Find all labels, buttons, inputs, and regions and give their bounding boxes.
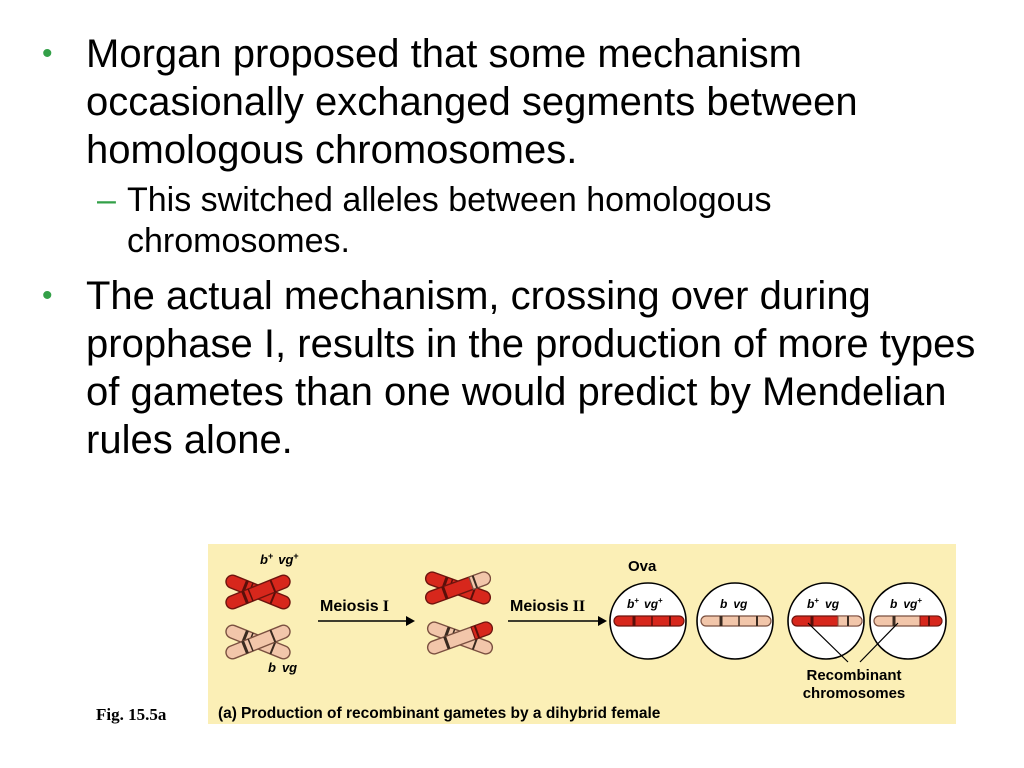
recombination-figure — [208, 544, 956, 724]
bullet-marker: • — [42, 37, 53, 70]
top-allele-label: b+ vg+ — [260, 551, 299, 567]
sub-bullet-item — [97, 180, 1000, 262]
figure-caption: Fig. 15.5a — [96, 705, 167, 724]
bullet-item — [40, 272, 1000, 464]
recombinant-label-line1: Recombinant — [806, 667, 902, 684]
bullet-item — [40, 30, 1000, 174]
svg-text:bvg: b vg — [720, 597, 748, 611]
panel-title: (a) Production of recombinant gametes by a dihybrid female — [218, 705, 661, 722]
parent-red-chromosome — [224, 573, 292, 611]
crossover-chromosome-bottom — [426, 620, 494, 655]
ovum-4-recombinant — [870, 583, 946, 659]
svg-text:b+vg+: b+ vg+ — [627, 596, 663, 611]
crossover-chromosome-top — [424, 570, 492, 605]
bullet-text: Morgan proposed that some mechanism occasionally exchanged segments between homologous chromosomes. — [86, 32, 858, 172]
ovum-1 — [610, 583, 686, 659]
bottom-allele-label: b vg — [268, 660, 298, 675]
bullet-text: The actual mechanism, crossing over during prophase I, results in the production of more types of gametes than one would predict by Mendelian rules alone. — [86, 274, 976, 462]
sub-bullet-marker: – — [97, 181, 116, 219]
svg-text:bvg+: b vg+ — [890, 596, 923, 611]
parent-pale-chromosome — [224, 623, 292, 661]
meiosis-1-label: Meiosis I — [320, 598, 389, 615]
ovum-2 — [697, 583, 773, 659]
bullet-list — [40, 30, 1000, 470]
sub-bullet-text: This switched alleles between homologous chromosomes. — [127, 181, 772, 260]
svg-text:b+vg: b+ vg — [807, 596, 840, 611]
ovum-3-recombinant — [788, 583, 864, 659]
figure-diagram — [208, 544, 956, 724]
meiosis-2-label: Meiosis II — [510, 598, 586, 615]
bullet-marker: • — [42, 279, 53, 312]
ova-label: Ova — [628, 558, 657, 575]
recombinant-label-line2: chromosomes — [802, 685, 906, 702]
